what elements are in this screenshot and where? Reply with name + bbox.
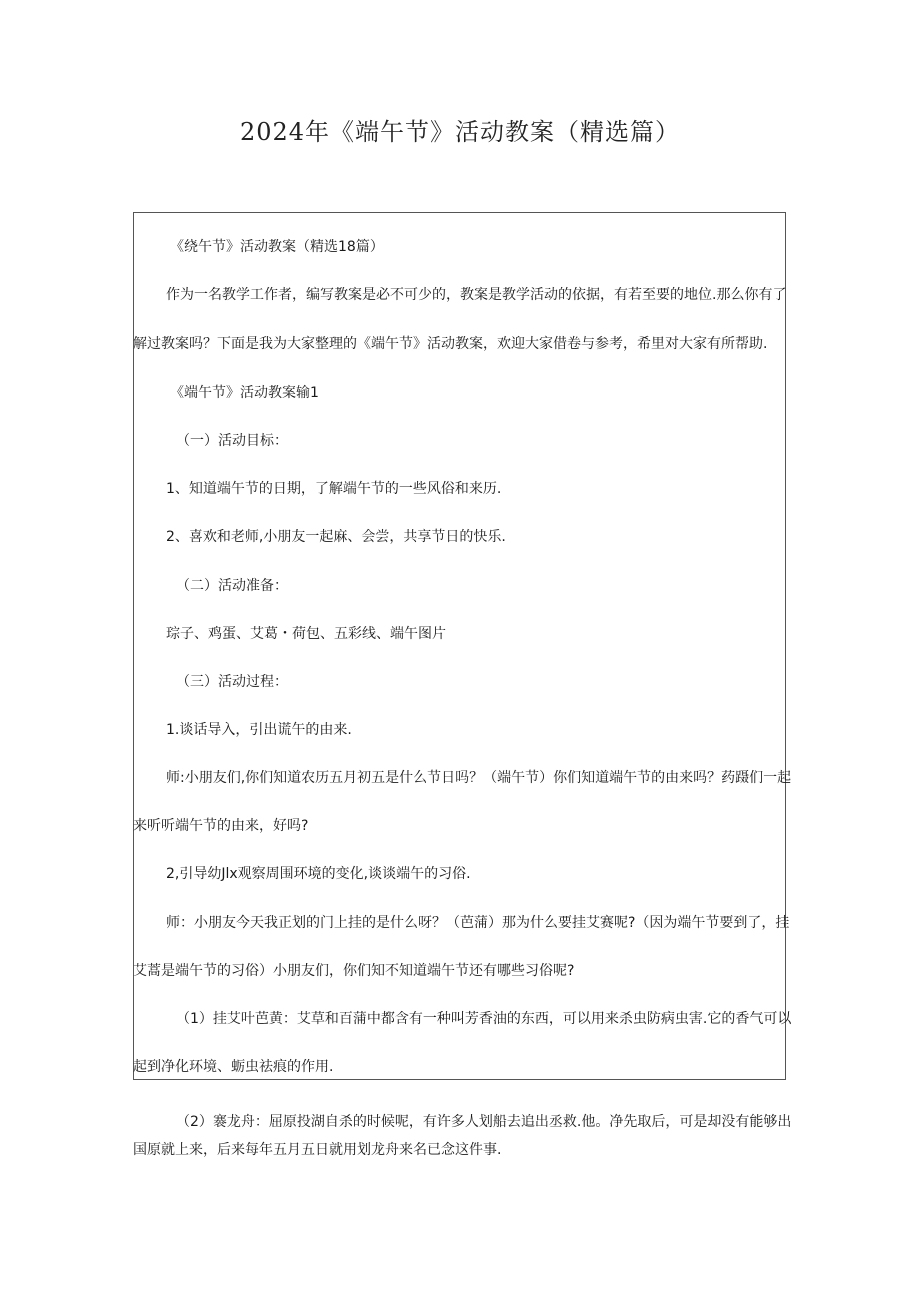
paragraph-line: 师:小朋友们,你们知道农历五月初五是什么节日吗？（端午节）你们知道端午节的由来吗？药蹑们一起: [166, 770, 792, 786]
paragraph-line: 师：小朋友今天我正划的门上挂的是什么呀？（芭蒲）那为什么要挂艾赛呢?（因为端午节要到了，挂: [166, 915, 790, 931]
page-title: 2024年《端午节》活动教案（精选篇）: [239, 118, 681, 146]
list-item: 2,引导幼Jlx观察周围环境的变化,谈谈端午的习俗.: [166, 866, 471, 882]
section-heading: 《端午节》活动教案输1: [170, 385, 319, 401]
paragraph-line: 作为一名教学工作者，编写教案是必不可少的，教案是教学活动的依据，有若至要的地位.那么你有了: [166, 287, 787, 303]
paragraph-line: （2）褰龙舟：屈原投湖自杀的时候呢，有许多人划船去追出丞救.他。净先取后，可是却没有能够出: [176, 1114, 792, 1130]
paragraph-line: 来听听端午节的由来，好吗?: [133, 818, 309, 834]
paragraph-line: 国原就上来，后来每年五月五日就用划龙舟来名已念这件事.: [133, 1142, 502, 1158]
paragraph-line: 琮子、鸡蛋、艾葛・荷包、五彩线、端午图片: [166, 626, 446, 642]
list-item: 1.谈话导入，引出谎午的由来.: [166, 722, 352, 738]
subsection-heading: （二）活动准备：: [176, 578, 288, 594]
subsection-heading: （一）活动目标：: [176, 433, 288, 449]
list-item: 1、知道端午节的日期，了解端午节的一些风俗和来历.: [166, 481, 502, 497]
subsection-heading: （三）活动过程：: [176, 674, 288, 690]
list-item: 2、喜欢和老师,小朋友一起麻、会尝，共享节日的快乐.: [166, 529, 506, 545]
doc-heading: 《绕午节》活动教案（精选18篇）: [170, 239, 384, 255]
paragraph-line: 解过教案吗？下面是我为大家整理的《端午节》活动教案，欢迎大家借卷与参考，希里对大家有所帮助.: [133, 336, 768, 352]
paragraph-line: （1）挂艾叶芭黄：艾草和百蒲中都含有一种叫芳香油的东西，可以用来杀虫防病虫害.它的香气可以: [176, 1011, 792, 1027]
paragraph-line: 艾蒿是端午节的习俗）小朋友们，你们知不知道端午节还有哪些习俗呢?: [133, 963, 575, 979]
paragraph-line: 起到净化环境、蛎虫祛痕的作用.: [133, 1059, 334, 1075]
